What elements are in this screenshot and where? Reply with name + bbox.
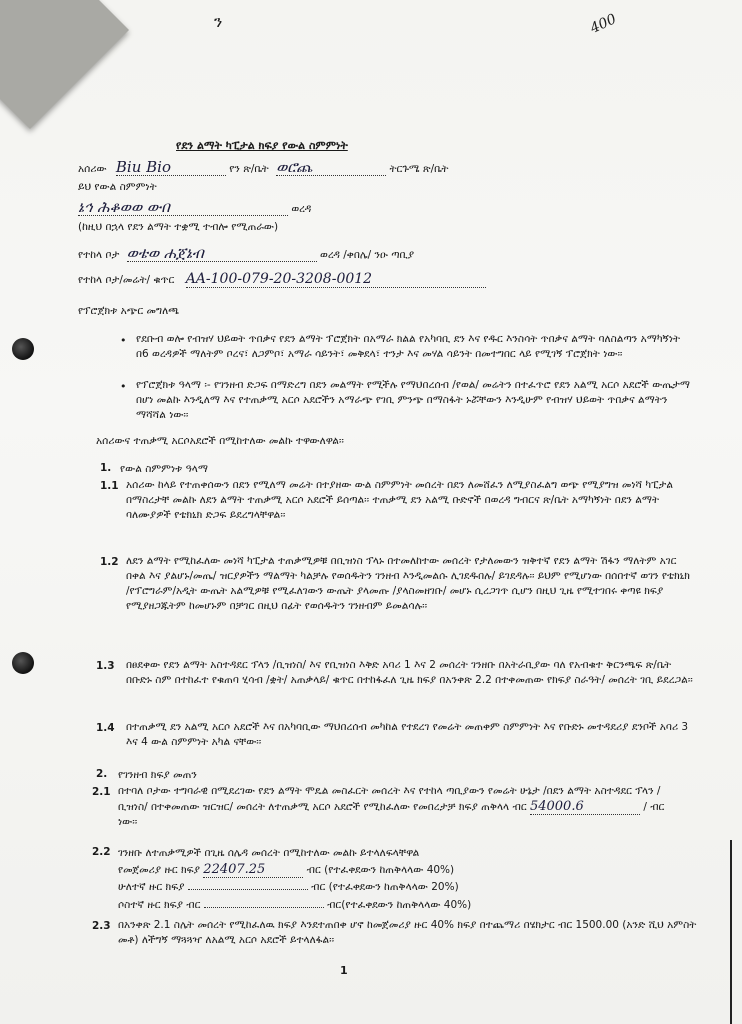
installment-2-note: ብር (የተፈቀደውን ከጠቅላላው 20%) xyxy=(311,881,459,893)
bullet-marker-2: • xyxy=(120,380,127,393)
handwritten-page-number: 400 xyxy=(587,11,619,37)
planting-site-label: የተከላ ቦታ xyxy=(78,249,120,261)
installment-3-note: ብር(የተፈቀደውን ከጠቅላላው 40%) xyxy=(327,899,472,911)
installment-2 xyxy=(118,880,459,895)
clause-2-1-body: በተባለ ቦታው ተግባራዊ በሚደረገው የደን ልማት ሞዴል መስፈርት መሰረት እና የተከላ ጣቢያውን የመሬት ሁኔታ /በደን ልማት አስተዳደር ፕላን /ቢዝነስ/ በተቀመጠው ዝርዝር/ መሰረት ለተጠቃሚ አርሶ አደሮች የሚከፈለው የመበረታቻ ክፍያ ጠቅላላ ብር xyxy=(118,785,661,813)
clause-2-1-tail: / ብር ነው፡፡ xyxy=(118,801,665,828)
beneficiary-value: ኔኅ ሕቆወወ ውበ xyxy=(78,200,288,216)
punch-hole-bottom xyxy=(12,652,34,674)
intro-line: አሰሪውና ተጠቃሚ አርሶአደሮች በሚከተለው መልኩ ተዋውለዋል፡፡ xyxy=(96,435,344,447)
office-label: የን ጽ/ቤት xyxy=(229,163,269,175)
field-row-6 xyxy=(78,272,486,288)
section-1-number: 1. xyxy=(100,462,112,474)
agreement-label: ይህ የውል ስምምነት xyxy=(78,181,157,193)
installment-2-amount xyxy=(188,889,308,890)
section-1-title: የውል ስምምነቱ ዓላማ xyxy=(120,463,208,475)
installment-2-label: ሁለተኛ ዙር ክፍያ xyxy=(118,881,185,893)
installment-3 xyxy=(118,898,471,913)
section-2-number: 2. xyxy=(96,768,108,780)
field-row-3 xyxy=(78,200,311,217)
section-2-title: የገንዘብ ክፍያ መጠን xyxy=(118,769,197,781)
clause-2-1-text xyxy=(118,784,678,830)
installment-3-amount xyxy=(204,907,324,908)
woreda-label: ወረዳ xyxy=(291,203,312,215)
field-row-5 xyxy=(78,246,414,263)
bullet-paragraph-1: የደቡብ ወሎ የብዝሃ ህይወት ጥበቃና የደን ልማት ፕሮጀክት በአማራ ክልል የአካባቢ ደን እና የዱር እንስሳት ጥበቃና ልማት ባለስልጣን አማካኝነት በ6 ወረዳዎች ማለትም ቦረና፣ ለጋምቦ፣ አማራ ሳይንት፣ መቅደላ፣ ተንታ እና መሃል ሳይንት በመተግበር ላይ የሚገኝ ፕሮጀክት ነው፡፡ xyxy=(136,333,681,360)
installment-1-label: የመጀመሪያ ዙር ክፍያ xyxy=(118,864,200,876)
clause-1-4-number: 1.4 xyxy=(96,722,115,734)
planting-site-value: ወቴወ ሐጀኔብ xyxy=(127,246,317,262)
top-mark: ን xyxy=(214,12,223,31)
document-title: የደን ልማት ካፒታል ክፍያ የውል ስምምነት xyxy=(176,139,348,152)
clause-1-3-number: 1.3 xyxy=(96,660,115,672)
punch-hole-top xyxy=(12,338,34,360)
office-value: ወሮጨ xyxy=(276,160,386,176)
clause-2-1-number: 2.1 xyxy=(92,786,111,798)
folded-corner xyxy=(0,0,129,129)
clause-1-4-text: በተጠቃሚ ደን አልሚ አርሶ አደሮች እና በአካባቢው ማህበረሰብ መካከል የተደረገ የመሬት መጠቀም ስምምነት እና የቡድኑ መተዳደሪያ ደንቦች አባሪ 3 እና 4 ውል ስምምነት አካል ናቸው፡፡ xyxy=(126,721,689,748)
page-edge-line xyxy=(730,840,732,1024)
field-row-1 xyxy=(78,160,448,177)
clause-1-1-number: 1.1 xyxy=(100,480,119,492)
beneficiary-note: (ከዚህ በኋላ የደን ልማት ተቋሚ ተብሎ የሚጠራው) xyxy=(78,221,279,233)
clause-2-3-text: በአንቀጽ 2.1 ስሌት መሰረት የሚከፈለዉ ክፍያ እንደተጠበቀ ሆኖ ከመጀመሪያ ዙር 40% ክፍያ በተጨማሪ በሄክታር ብር 1500.00 (አንድ ሺህ አምስት መቶ) ለችግኝ ማጓጓዣ ለአልሚ አርሶ አደሮች ይተላለፋል፡፡ xyxy=(118,919,697,946)
branch-office-label: ትርጉሜ ጽ/ቤት xyxy=(389,163,449,175)
clause-2-3-number: 2.3 xyxy=(92,920,111,932)
project-summary-label: የፕሮጀክቱ አጭር መግለጫ xyxy=(78,305,180,317)
page-number: 1 xyxy=(340,964,348,977)
clause-2-2-number: 2.2 xyxy=(92,846,111,858)
bullet-paragraph-2: የፕሮጀክቱ ዓላማ ፡- የገንዘብ ድጋፍ በማድረግ በደን መልማት የሚችሉ የማህበረሰብ /የወል/ መሬትን በተፈጥሮ የደን አልሚ አርሶ አደሮች ውጤታማ በሆነ መልኩ እንዲለማ እና የተጠቃሚ አርሶ አደሮችን አማራጭ የገቢ ምንጭ በማስፋት ኑሯቸውን እንዲሁም የብዝሃ ህይወት ጥበቃና ልማትን ማሻሻል ነው፡፡ xyxy=(136,379,690,421)
bullet-marker-1: • xyxy=(120,334,127,347)
clause-1-3-text: በፀደቀው የደን ልማት አስተዳደር ፕላን /ቢዝነስ/ እና የቢዝነስ እቅድ አባሪ 1 እና 2 መሰረት ገንዘቡ በአትራቢያው ባለ የአብቁተ ቅርንጫፍ ጽ/ቤት በቡድኑ ስም በተከፈተ የቁጠባ ሂሳብ /ቋት/ አጠቃላይ/ ቁጥር በተከፋፈለ ጊዜ ክፍያ በአንቀጽ 2.2 በተቀመጠው የክፍያ ስራዓት/ መሰረት ገቢ ይደረጋል፡፡ xyxy=(126,659,693,686)
land-number-value: AA-100-079-20-3208-0012 xyxy=(186,272,486,288)
clause-1-1-text: አሰሪው ከላይ የተጠቀሰውን በደን የሚለማ መሬት በተያዘው ውል ስምምነት መሰረት በደን ለመሸፈን ለሚያስፈልግ ወጭ የሚያግዝ መነሻ ካፒታል በማስረታቸ መልኩ ለደን ልማት ተጠቃሚ አርሶ አደሮች ይሰጣል፡፡ ተጠቃሚ ደን አልሚ ቡድኖች በወረዳ ግብርና ጽ/ቤት አማካኝነት በደን ልማት ባለሙያዎች የቴክኒክ ድጋፍ ይደረግላቸዋል፡፡ xyxy=(126,479,674,521)
installment-1-note: ብር (የተፈቀደውን ከጠቅላላው 40%) xyxy=(306,864,455,876)
planting-site-suffix: ወረዳ /ቀበሌ/ ንዑ ጣቢያ xyxy=(320,249,415,261)
clause-2-2-text: ገንዘቡ ለተጠቃሚዎች በጊዜ ሰሌዳ መሰረት በሚከተለው መልኩ ይተላለፍላቸዋል xyxy=(118,847,420,859)
clause-1-2-number: 1.2 xyxy=(100,556,119,568)
employer-label: አሰሪው xyxy=(78,163,107,175)
clause-1-2-text: ለደን ልማት የሚከፈለው መነሻ ካፒታል ተጠቃሚዎቹ በቢዝነስ ፕላኑ በተመለከተው መሰረት የታለመውን ዝቅተኛ የደን ልማት ሽፋን ማለትም አገር በቀል እና ያልሆኑ/መጤ/ ዝርያዎችን ማልማት ካልቻሉ የወሰዱትን ገንዘብ እንዲመልሱ ሊገደዱበሉ/ ይገደዳሉ፡፡ ይህም የሚሆነው በሰበተኛ ወገን የቴክኒክ /የፕሮግራም/አዲት ውጤት አልሚዎቹ የሚፈለገውን ውጤት ያላመጡ /ያላስመዘገቡ/ መሆኑ ሲረጋገጥ ሲሆን በዚህ ጊዜ የሚተገበሩ ቀጣዩ ክፍያ የሚያዘጋጁትም ከመሆኑም በቻገር በዚህ በፊት የወሰዱትን ገንዘብም ይመልሳሉ፡፡ xyxy=(126,555,690,612)
total-amount-value: 54000.6 xyxy=(530,799,640,815)
land-number-label: የተከላ ቦታ/መሬት/ ቁጥር xyxy=(78,274,175,286)
installment-3-label: ሶስተኛ ዙር ክፍያ ብር xyxy=(118,899,201,911)
employer-value: Biu Bio xyxy=(116,160,226,176)
installment-1-amount: 22407.25 xyxy=(203,862,303,878)
installment-1 xyxy=(118,862,454,878)
